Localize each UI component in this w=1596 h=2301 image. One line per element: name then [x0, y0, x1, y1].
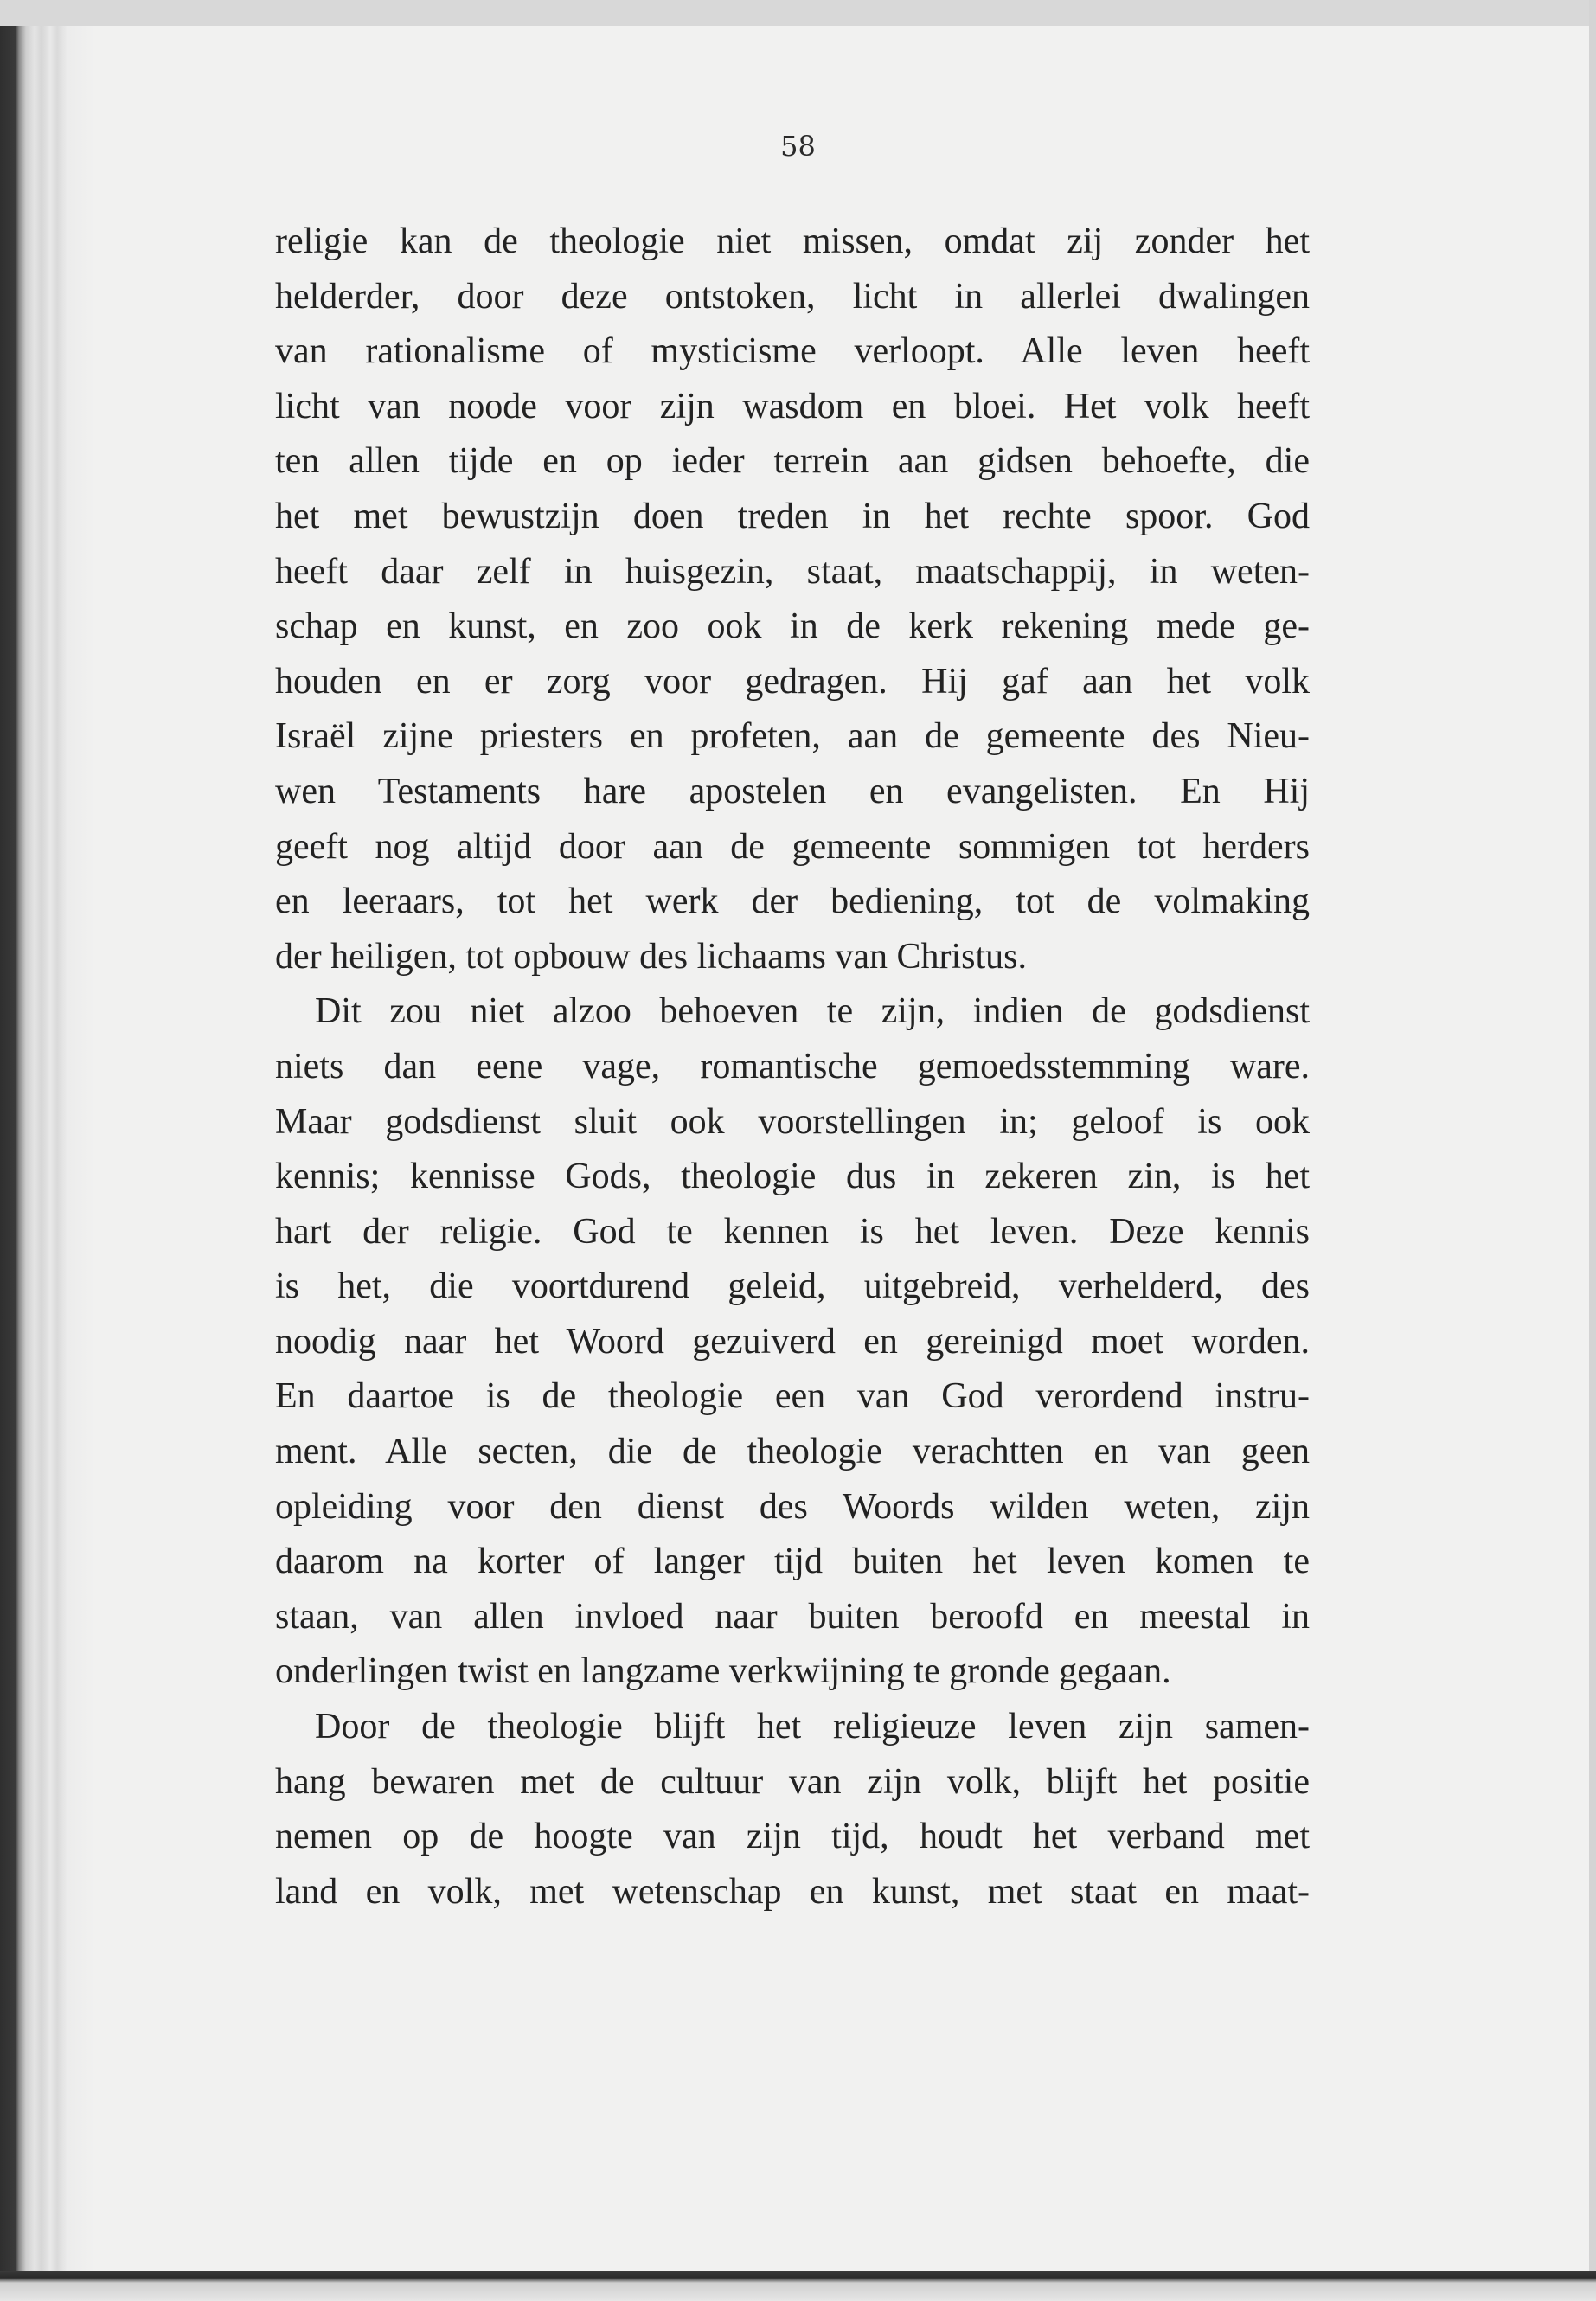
text-line: houden en er zorg voor gedragen. Hij gaf aan het volk [275, 661, 1310, 702]
text-line: Dit zou niet alzoo behoeven te zijn, indien de godsdienst [315, 991, 1310, 1032]
text-line: wen Testaments hare apostelen en evangelisten. En Hij [275, 771, 1310, 811]
text-line: licht van noode voor zijn wasdom en bloei. Het volk heeft [275, 386, 1310, 426]
scan-border-right [1589, 0, 1596, 2301]
text-line: der heiligen, tot opbouw des lichaams van Christus. [275, 936, 1028, 977]
text-line: opleiding voor den dienst des Woords wilden weten, zijn [275, 1486, 1310, 1527]
text-line: het met bewustzijn doen treden in het rechte spoor. God [275, 496, 1310, 536]
text-line: geeft nog altijd door aan de gemeente sommigen tot herders [275, 826, 1310, 867]
text-line: Maar godsdienst sluit ook voorstellingen in; geloof is ook [275, 1101, 1310, 1142]
text-line: en leeraars, tot het werk der bediening, tot de volmaking [275, 881, 1310, 922]
text-line: ten allen tijde en op ieder terrein aan gidsen behoefte, die [275, 441, 1310, 482]
text-line: niets dan eene vage, romantische gemoedsstemming ware. [275, 1046, 1310, 1086]
text-line: helderder, door deze ontstoken, licht in allerlei dwalingen [275, 276, 1310, 317]
text-line: nemen op de hoogte van zijn tijd, houdt het verband met [275, 1817, 1310, 1857]
text-line: religie kan de theologie niet missen, omdat zij zonder het [275, 221, 1310, 261]
book-page-edges [0, 26, 95, 2271]
text-line: hang bewaren met de cultuur van zijn volk, blijft het positie [275, 1761, 1310, 1802]
text-line: En daartoe is de theologie een van God verordend instru- [275, 1376, 1310, 1417]
text-line: noodig naar het Woord gezuiverd en gereinigd moet worden. [275, 1321, 1310, 1362]
text-line: Door de theologie blijft het religieuze leven zijn samen- [315, 1707, 1310, 1747]
scan-border-top [0, 0, 1596, 26]
page-number: 58 [780, 130, 816, 163]
scan-border-bottom [0, 2271, 1596, 2301]
text-line: daarom na korter of langer tijd buiten het leven komen te [275, 1541, 1310, 1582]
text-line: heeft daar zelf in huisgezin, staat, maatschappij, in weten- [275, 551, 1310, 592]
text-line: onderlingen twist en langzame verkwijning te gronde gegaan. [275, 1651, 1171, 1692]
text-line: schap en kunst, en zoo ook in de kerk rekening mede ge- [275, 606, 1310, 647]
text-line: kennis; kennisse Gods, theologie dus in zekeren zin, is het [275, 1157, 1310, 1197]
text-line: land en volk, met wetenschap en kunst, met staat en maat- [275, 1871, 1310, 1912]
text-line: ment. Alle secten, die de theologie verachtten en van geen [275, 1432, 1310, 1472]
text-line: hart der religie. God te kennen is het leven. Deze kennis [275, 1211, 1310, 1252]
text-line: is het, die voortdurend geleid, uitgebreid, verhelderd, des [275, 1266, 1310, 1307]
text-line: staan, van allen invloed naar buiten beroofd en meestal in [275, 1596, 1310, 1637]
body-text [275, 215, 1310, 1920]
text-line: van rationalisme of mysticisme verloopt. Alle leven heeft [275, 331, 1310, 372]
text-line: Israël zijne priesters en profeten, aan de gemeente des Nieu- [275, 716, 1310, 757]
